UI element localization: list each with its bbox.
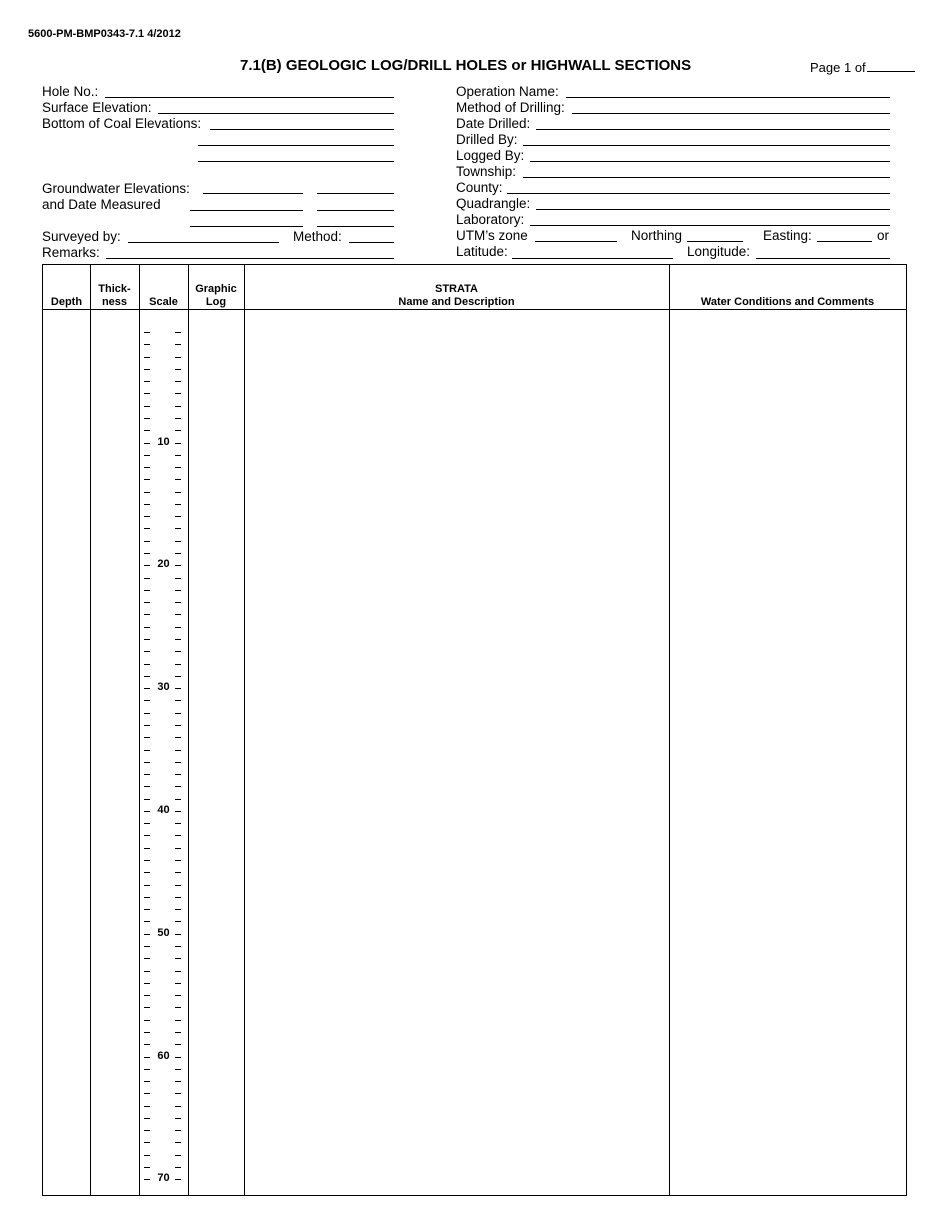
laboratory-field[interactable] [530, 225, 890, 226]
scale-tick [175, 725, 181, 726]
header-depth: Depth [50, 296, 83, 308]
scale-tick [175, 946, 181, 947]
scale-label-40: 40 [157, 803, 170, 816]
scale-tick [144, 737, 150, 738]
scale-label-60: 60 [157, 1049, 170, 1062]
surveyed-by-field[interactable] [128, 242, 279, 243]
scale-label-10: 10 [157, 435, 170, 448]
northing-field[interactable] [687, 241, 743, 242]
depth-scale [139, 309, 188, 1195]
scale-tick [144, 995, 150, 996]
method-drilling-field[interactable] [572, 113, 890, 114]
groundwater-label: Groundwater Elevations: [42, 181, 190, 196]
scale-tick [175, 786, 181, 787]
scale-tick [144, 664, 150, 665]
scale-tick [144, 1020, 150, 1021]
scale-tick [175, 1179, 181, 1180]
col-divider-1 [90, 265, 91, 1195]
operation-name-field[interactable] [566, 97, 890, 98]
hole-no-field[interactable] [105, 97, 394, 98]
quadrangle-field[interactable] [536, 209, 890, 210]
scale-tick [175, 1155, 181, 1156]
page-label: Page 1 of [810, 60, 866, 75]
scale-tick [144, 971, 150, 972]
scale-tick [144, 909, 150, 910]
scale-tick [144, 1093, 150, 1094]
scale-tick [175, 737, 181, 738]
scale-tick [144, 627, 150, 628]
remarks-field[interactable] [106, 258, 394, 259]
drilled-by-field[interactable] [523, 145, 890, 146]
scale-tick [144, 381, 150, 382]
scale-tick [175, 700, 181, 701]
scale-tick [144, 885, 150, 886]
scale-tick [144, 700, 150, 701]
scale-tick [175, 602, 181, 603]
scale-tick [175, 381, 181, 382]
header-thickness-line2: ness [101, 296, 128, 308]
longitude-label: Longitude: [687, 244, 751, 259]
scale-tick [144, 516, 150, 517]
scale-tick [144, 934, 150, 935]
scale-tick [175, 541, 181, 542]
scale-tick [175, 958, 181, 959]
scale-tick [175, 393, 181, 394]
township-field[interactable] [523, 177, 890, 178]
scale-tick [144, 344, 150, 345]
scale-tick [144, 578, 150, 579]
scale-tick [144, 1106, 150, 1107]
scale-tick [175, 762, 181, 763]
scale-tick [175, 430, 181, 431]
scale-tick [144, 1179, 150, 1180]
col-divider-3 [188, 265, 189, 1195]
scale-label-30: 30 [157, 681, 170, 694]
scale-tick [175, 983, 181, 984]
scale-tick [175, 811, 181, 812]
scale-tick [144, 553, 150, 554]
easting-label: Easting: [763, 228, 812, 243]
date-drilled-field[interactable] [536, 129, 890, 130]
scale-tick [175, 369, 181, 370]
scale-tick [175, 872, 181, 873]
scale-tick [175, 835, 181, 836]
scale-tick [175, 516, 181, 517]
scale-tick [175, 479, 181, 480]
scale-tick [144, 725, 150, 726]
scale-tick [144, 897, 150, 898]
scale-tick [144, 541, 150, 542]
header-scale: Scale [149, 296, 178, 308]
scale-tick [144, 1032, 150, 1033]
header-thickness-line1: Thick- [98, 283, 131, 295]
scale-tick [144, 1069, 150, 1070]
scale-tick [144, 835, 150, 836]
header-strata-line1: STRATA [435, 283, 478, 295]
surface-elevation-field[interactable] [158, 113, 394, 114]
groundwater-date-3[interactable] [317, 226, 394, 227]
remarks-label: Remarks: [42, 245, 100, 260]
scale-tick [144, 1155, 150, 1156]
scale-tick [175, 921, 181, 922]
scale-tick [175, 688, 181, 689]
scale-tick [144, 811, 150, 812]
scale-tick [144, 430, 150, 431]
groundwater-elev-2[interactable] [190, 210, 303, 211]
scale-tick [175, 357, 181, 358]
bottom-coal-label: Bottom of Coal Elevations: [42, 116, 202, 131]
scale-tick [175, 995, 181, 996]
scale-tick [175, 443, 181, 444]
township-label: Township: [456, 164, 517, 179]
scale-tick [175, 553, 181, 554]
scale-tick [175, 418, 181, 419]
scale-tick [144, 332, 150, 333]
scale-tick [175, 1142, 181, 1143]
laboratory-label: Laboratory: [456, 212, 525, 227]
scale-tick [175, 639, 181, 640]
scale-tick [144, 528, 150, 529]
scale-label-50: 50 [157, 926, 170, 939]
groundwater-date-2[interactable] [317, 210, 394, 211]
county-label: County: [456, 180, 503, 195]
operation-name-label: Operation Name: [456, 84, 559, 99]
scale-tick [144, 1167, 150, 1168]
scale-tick [144, 786, 150, 787]
scale-tick [144, 565, 150, 566]
scale-tick [175, 799, 181, 800]
date-drilled-label: Date Drilled: [456, 116, 531, 131]
scale-tick [144, 713, 150, 714]
drilled-by-label: Drilled By: [456, 132, 518, 147]
scale-tick [175, 455, 181, 456]
scale-tick [144, 750, 150, 751]
scale-tick [175, 1118, 181, 1119]
scale-tick [144, 418, 150, 419]
scale-tick [175, 848, 181, 849]
scale-tick [144, 357, 150, 358]
scale-tick [175, 676, 181, 677]
scale-label-20: 20 [157, 558, 170, 571]
scale-tick [144, 651, 150, 652]
scale-tick [144, 614, 150, 615]
form-title: 7.1(B) GEOLOGIC LOG/DRILL HOLES or HIGHWALL SECTIONS [240, 57, 692, 74]
scale-tick [175, 713, 181, 714]
scale-tick [175, 750, 181, 751]
logged-by-label: Logged By: [456, 148, 525, 163]
scale-tick [144, 1057, 150, 1058]
bottom-coal-field-3[interactable] [198, 161, 394, 162]
scale-tick [175, 909, 181, 910]
utm-zone-field[interactable] [535, 241, 617, 242]
scale-tick [144, 872, 150, 873]
scale-tick [175, 651, 181, 652]
scale-tick [175, 1106, 181, 1107]
scale-tick [144, 406, 150, 407]
scale-tick [144, 946, 150, 947]
scale-tick [144, 504, 150, 505]
scale-tick [175, 971, 181, 972]
utm-zone-label: UTM’s zone [456, 228, 528, 243]
scale-tick [144, 443, 150, 444]
scale-tick [144, 921, 150, 922]
bottom-coal-field-1[interactable] [210, 129, 394, 130]
logged-by-field[interactable] [530, 161, 890, 162]
date-measured-label: and Date Measured [42, 197, 161, 212]
method-drilling-label: Method of Drilling: [456, 100, 565, 115]
scale-tick [144, 393, 150, 394]
form-id: 5600-PM-BMP0343-7.1 4/2012 [28, 28, 181, 40]
scale-tick [175, 627, 181, 628]
scale-tick [144, 958, 150, 959]
scale-tick [175, 1032, 181, 1033]
scale-tick [144, 688, 150, 689]
scale-tick [175, 1167, 181, 1168]
scale-tick [175, 885, 181, 886]
latitude-label: Latitude: [456, 244, 508, 259]
scale-tick [144, 1007, 150, 1008]
scale-tick [144, 774, 150, 775]
header-water: Water Conditions and Comments [700, 296, 875, 308]
scale-tick [144, 639, 150, 640]
header-graphic-line2: Log [205, 296, 227, 308]
scale-tick [144, 1044, 150, 1045]
scale-tick [144, 479, 150, 480]
scale-tick [144, 762, 150, 763]
scale-tick [175, 565, 181, 566]
scale-tick [175, 1069, 181, 1070]
scale-tick [144, 983, 150, 984]
scale-tick [144, 1118, 150, 1119]
scale-tick [175, 492, 181, 493]
scale-tick [144, 799, 150, 800]
scale-tick [144, 1142, 150, 1143]
scale-tick [175, 1130, 181, 1131]
surveyed-by-label: Surveyed by: [42, 229, 121, 244]
scale-tick [175, 467, 181, 468]
quadrangle-label: Quadrangle: [456, 196, 531, 211]
scale-tick [175, 344, 181, 345]
page-total-field[interactable] [867, 71, 915, 72]
scale-tick [175, 1007, 181, 1008]
latitude-field[interactable] [512, 258, 673, 259]
scale-tick [175, 860, 181, 861]
scale-tick [144, 1081, 150, 1082]
scale-tick [175, 1044, 181, 1045]
header-strata [244, 283, 669, 309]
header-thickness [90, 283, 139, 309]
header-graphic-line1: Graphic [195, 283, 237, 295]
header-strata-line2: Name and Description [398, 296, 515, 308]
scale-tick [144, 590, 150, 591]
scale-tick [175, 332, 181, 333]
groundwater-elev-3[interactable] [190, 226, 303, 227]
scale-tick [175, 590, 181, 591]
groundwater-date-1[interactable] [317, 193, 394, 194]
scale-tick [175, 1093, 181, 1094]
method-field[interactable] [349, 242, 394, 243]
scale-tick [175, 774, 181, 775]
or-label: or [877, 228, 890, 243]
scale-tick [175, 1081, 181, 1082]
scale-tick [175, 1020, 181, 1021]
scale-tick [144, 860, 150, 861]
scale-tick [175, 1057, 181, 1058]
scale-tick [144, 676, 150, 677]
northing-label: Northing [631, 228, 683, 243]
scale-label-70: 70 [157, 1172, 170, 1185]
scale-tick [144, 1130, 150, 1131]
scale-tick [175, 406, 181, 407]
bottom-coal-field-2[interactable] [198, 145, 394, 146]
scale-tick [144, 467, 150, 468]
scale-tick [175, 578, 181, 579]
col-divider-5 [669, 265, 670, 1195]
col-divider-4 [244, 265, 245, 1195]
scale-tick [175, 664, 181, 665]
scale-tick [175, 897, 181, 898]
easting-field[interactable] [817, 241, 872, 242]
header-graphic-log [188, 283, 244, 309]
scale-tick [144, 823, 150, 824]
method-label: Method: [293, 229, 342, 244]
scale-tick [175, 528, 181, 529]
scale-tick [175, 934, 181, 935]
scale-tick [175, 504, 181, 505]
groundwater-elev-1[interactable] [203, 193, 303, 194]
scale-tick [144, 848, 150, 849]
geologic-log-table [42, 264, 907, 1196]
longitude-field[interactable] [756, 258, 890, 259]
scale-tick [144, 492, 150, 493]
surface-elevation-label: Surface Elevation: [42, 100, 152, 115]
scale-tick [175, 823, 181, 824]
scale-tick [144, 602, 150, 603]
hole-no-label: Hole No.: [42, 84, 99, 99]
county-field[interactable] [507, 193, 890, 194]
scale-tick [144, 369, 150, 370]
scale-tick [175, 614, 181, 615]
scale-tick [144, 455, 150, 456]
